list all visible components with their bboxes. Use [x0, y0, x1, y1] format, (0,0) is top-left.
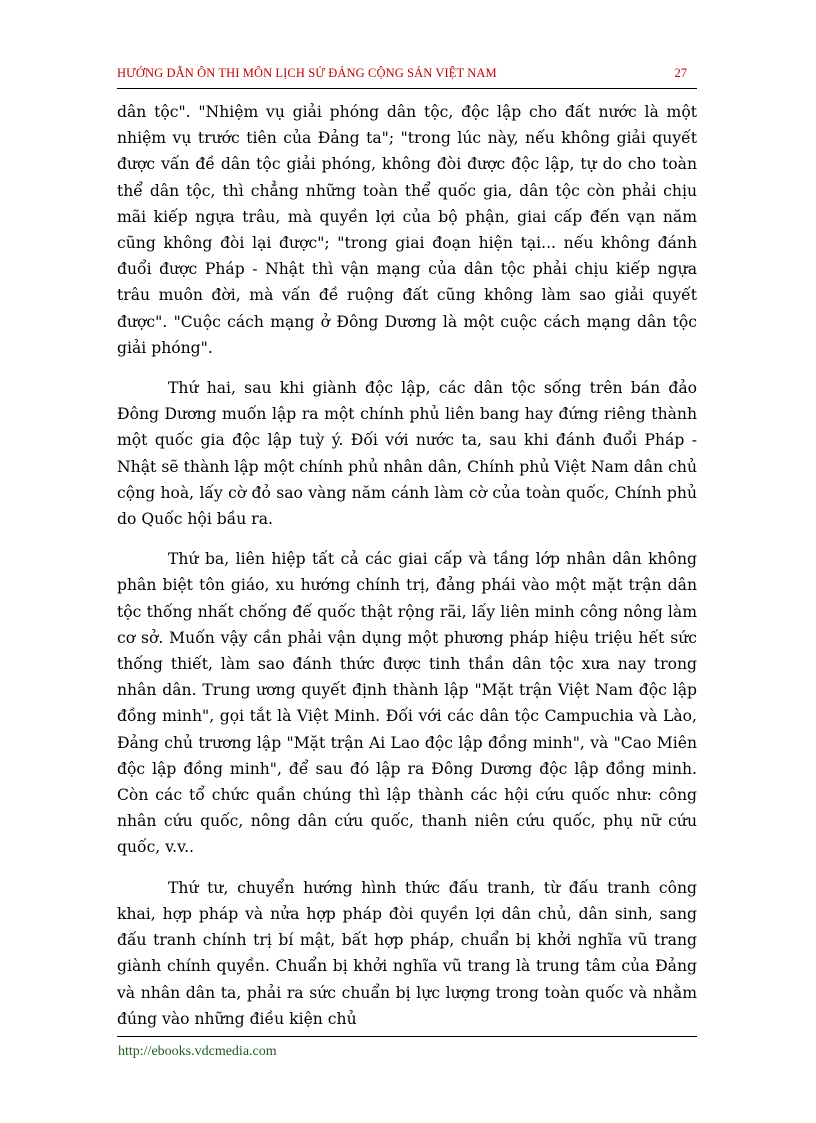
paragraph-third-point: Thứ ba, liên hiệp tất cả các giai cấp và tầng lớp nhân dân không phân biệt tôn giáo, xu hướng chính trị, đảng phái vào một mặt trận dân tộc thống nhất chống đế quốc thật rộng rãi, lấy liên minh công nông làm cơ sở. Muốn vậy cần phải vận dụng một phương pháp hiệu triệu hết sức thống thiết, làm sao đánh thức được tinh thần dân tộc xưa nay trong nhân dân. Trung ương quyết định thành lập "Mặt trận Việt Nam độc lập đồng minh", gọi tắt là Việt Minh. Đối với các dân tộc Campuchia và Lào, Đảng chủ trương lập "Mặt trận Ai Lao độc lập đồng minh", và "Cao Miên độc lập đồng minh", để sau đó lập ra Đông Dương độc lập đồng minh. Còn các tổ chức quần chúng thì lập thành các hội cứu quốc như: công nhân cứu quốc, nông dân cứu quốc, thanh niên cứu quốc, phụ nữ cứu quốc, v.v.. — [117, 550, 697, 857]
footer-divider — [117, 1036, 697, 1037]
page-body — [117, 99, 697, 1032]
paragraph-continuation: dân tộc". "Nhiệm vụ giải phóng dân tộc, độc lập cho đất nước là một nhiệm vụ trước tiên của Đảng ta"; "trong lúc này, nếu không giải quyết được vấn đề dân tộc giải phóng, không đòi được độc lập, tự do cho toàn thể dân tộc, thì chẳng những toàn thể quốc gia, dân tộc còn phải chịu mãi kiếp ngựa trâu, mà quyền lợi của bộ phận, giai cấp đến vạn năm cũng không đòi lại được"; "trong giai đoạn hiện tại... nếu không đánh đuổi được Pháp - Nhật thì vận mạng của dân tộc phải chịu kiếp ngựa trâu muôn đời, mà vấn đề ruộng đất cũng không làm sao giải quyết được". "Cuộc cách mạng ở Đông Dương là một cuộc cách mạng dân tộc giải phóng". — [117, 103, 697, 357]
footer-url-link[interactable]: http://ebooks.vdcmedia.com — [118, 1044, 277, 1059]
paragraph-fourth-point: Thứ tư, chuyển hướng hình thức đấu tranh, từ đấu tranh công khai, hợp pháp và nửa hợp pháp đòi quyền lợi dân chủ, dân sinh, sang đấu tranh chính trị bí mật, bất hợp pháp, chuẩn bị khởi nghĩa vũ trang giành chính quyền. Chuẩn bị khởi nghĩa vũ trang là trung tâm của Đảng và nhân dân ta, phải ra sức chuẩn bị lực lượng trong toàn quốc và nhằm đúng vào những điều kiện chủ — [117, 878, 697, 1028]
page-number: 27 — [674, 66, 687, 80]
paragraph-second-point: Thứ hai, sau khi giành độc lập, các dân tộc sống trên bán đảo Đông Dương muốn lập ra một chính phủ liên bang hay đứng riêng thành một quốc gia độc lập tuỳ ý. Đối với nước ta, sau khi đánh đuổi Pháp - Nhật sẽ thành lập một chính phủ nhân dân, Chính phủ Việt Nam dân chủ cộng hoà, lấy cờ đỏ sao vàng năm cánh làm cờ của toàn quốc, Chính phủ do Quốc hội bầu ra. — [117, 379, 697, 529]
page-header — [117, 66, 697, 86]
header-divider — [117, 88, 697, 89]
running-title: HƯỚNG DẪN ÔN THI MÔN LỊCH SỬ ĐẢNG CỘNG SẢN VIỆT NAM — [117, 66, 497, 80]
